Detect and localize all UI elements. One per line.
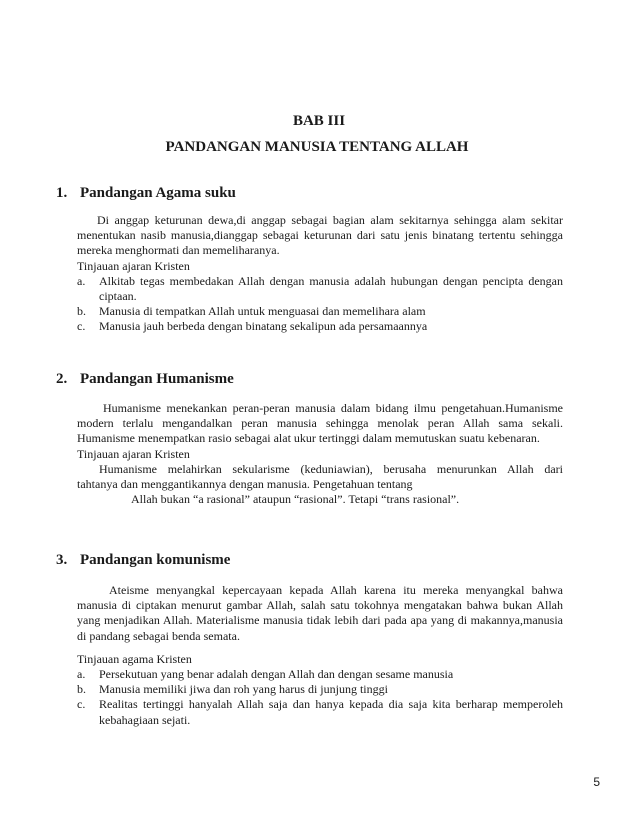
page-number: 5 bbox=[593, 775, 600, 789]
list-marker: c. bbox=[77, 319, 86, 334]
list-marker: a. bbox=[77, 273, 86, 288]
list-text: Manusia jauh berbeda dengan binatang sekalipun ada persamaannya bbox=[99, 319, 428, 334]
list-text: Manusia di tempatkan Allah untuk menguasai dan memelihara alam bbox=[99, 304, 426, 319]
list-item bbox=[77, 304, 563, 319]
section-1-title: Pandangan Agama suku bbox=[80, 185, 236, 201]
list-item bbox=[77, 319, 563, 334]
list-item bbox=[77, 667, 563, 682]
section-3-number: 3. bbox=[56, 552, 68, 568]
section-1-number: 1. bbox=[56, 185, 68, 201]
list-text: Alkitab tegas membedakan Allah dengan manusia adalah hubungan dengan pencipta dengan ciptaan. bbox=[99, 273, 563, 304]
section-2-line-c: Allah bukan “a rasional” ataupun “rasional”. Tetapi “trans rasional”. bbox=[131, 492, 460, 507]
section-3-subheading: Tinjauan agama Kristen bbox=[77, 651, 192, 666]
list-item bbox=[77, 682, 563, 697]
section-2-body bbox=[77, 401, 563, 507]
chapter-number: BAB III bbox=[292, 113, 346, 129]
section-3-heading bbox=[56, 551, 230, 569]
section-1-heading bbox=[56, 184, 236, 202]
list-item bbox=[77, 274, 563, 304]
spacer bbox=[77, 644, 563, 652]
section-1-body bbox=[77, 213, 563, 335]
section-1-subheading: Tinjauan ajaran Kristen bbox=[77, 258, 190, 273]
list-item bbox=[77, 697, 563, 727]
list-text: Realitas tertinggi hanyalah Allah saja dan hanya kepada dia saja kita berharap memperoleh kebahagiaan sejati. bbox=[99, 697, 563, 727]
section-2-title: Pandangan Humanisme bbox=[80, 371, 234, 387]
section-2-number: 2. bbox=[56, 371, 68, 387]
list-marker: b. bbox=[77, 682, 86, 697]
section-3-body bbox=[77, 583, 563, 728]
section-2-line-a: Humanisme melahirkan sekularisme (keduniawian), berusaha menurunkan Allah dari bbox=[99, 461, 563, 476]
chapter-heading: PANDANGAN MANUSIA TENTANG ALLAH bbox=[165, 139, 469, 155]
section-2-heading bbox=[56, 370, 234, 388]
list-text: Persekutuan yang benar adalah dengan Allah dan dengan sesame manusia bbox=[99, 667, 454, 682]
chapter-title bbox=[0, 108, 638, 160]
section-1-intro: Di anggap keturunan dewa,di anggap sebagai bagian alam sekitarnya sehingga alam sekitar menentukan nasib manusia,dianggap sebagai keturunan dari satu jenis binatang tertentu sehingga mereka menghormati dan memeliharanya. bbox=[77, 213, 563, 258]
section-2-subheading: Tinjauan ajaran Kristen bbox=[77, 446, 190, 461]
section-3-intro: Ateisme menyangkal kepercayaan kepada Allah karena itu mereka menyangkal bahwa manusia di ciptakan menurut gambar Allah, salah satu tokohnya mengatakan bahwa bukan Allah yang menjadikan Allah. Materialisme manusia tidak lebih dari pada apa yang di makannya,manusia di pandang sebagai benda semata. bbox=[77, 583, 563, 643]
section-2-line-b: tahtanya dan menggantikannya dengan manusia. Pengetahuan tentang bbox=[77, 477, 413, 492]
list-marker: c. bbox=[77, 697, 86, 712]
section-2-intro: Humanisme menekankan peran-peran manusia dalam bidang ilmu pengetahuan.Humanisme modern terlalu mengandalkan peran manusia sehingga menolak peran Allah sama sekali. Humanisme menempatkan rasio sebagai alat ukur tertinggi dalam memutuskan suatu kebenaran. bbox=[77, 401, 563, 446]
list-marker: b. bbox=[77, 304, 86, 319]
section-3-title: Pandangan komunisme bbox=[80, 552, 231, 568]
list-marker: a. bbox=[77, 667, 86, 682]
list-text: Manusia memiliki jiwa dan roh yang harus di junjung tinggi bbox=[99, 682, 388, 697]
